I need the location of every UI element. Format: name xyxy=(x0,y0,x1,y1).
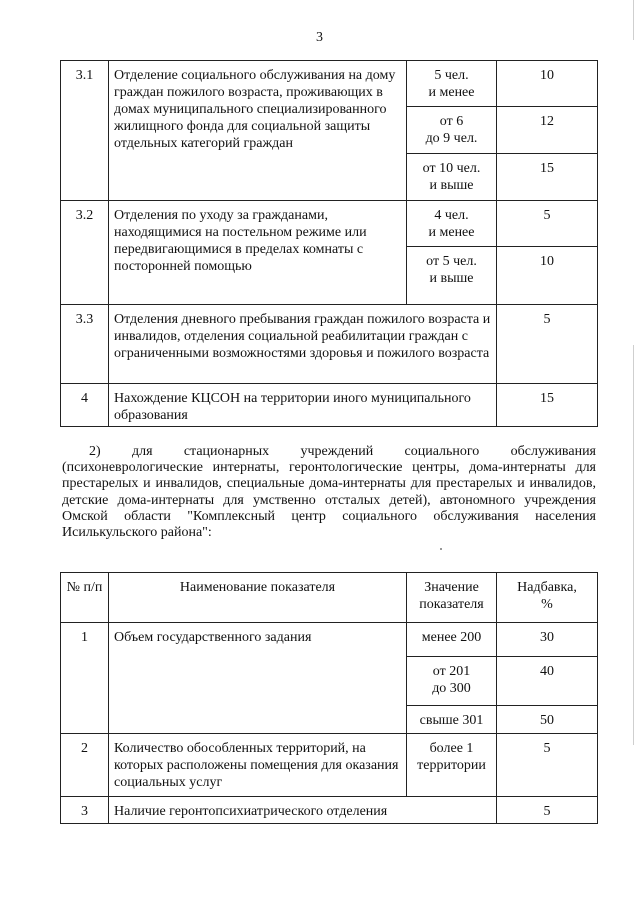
header-indicator-name: Наименование показателя xyxy=(109,573,407,623)
allowance-percent: 5 xyxy=(497,734,598,797)
row-number: 4 xyxy=(61,384,109,427)
row-number: 3.3 xyxy=(61,305,109,384)
allowance-percent: 10 xyxy=(497,61,598,107)
indicator-name: Отделения дневного пребывания граждан пожилого возраста и инвалидов, отделения социальной реабилитации граждан с ограниченными возможностями здоровья и пожилого возраста xyxy=(109,305,497,384)
indicator-value: от 201 до 300 xyxy=(407,657,497,706)
allowance-table-1 xyxy=(60,60,598,427)
allowance-percent: 15 xyxy=(497,384,598,427)
allowance-percent: 5 xyxy=(497,797,598,824)
page-number: 3 xyxy=(316,30,323,45)
body-paragraph: 2) для стационарных учреждений социального обслуживания (психоневрологические интернаты, геронтологические центры, дома-интернаты для престарелых и инвалидов, специальные дома-интернаты для престарелых и инвалидов, детские дома-интернаты для умственно отсталых детей), автономного учреждения Омской области "Комплексный центр социального обслуживания населения Исилькульского района": xyxy=(62,444,596,541)
allowance-percent: 50 xyxy=(497,706,598,734)
row-number: 3.1 xyxy=(61,61,109,201)
row-number: 3.2 xyxy=(61,201,109,305)
indicator-value: 5 чел. и менее xyxy=(407,61,497,107)
allowance-table-2 xyxy=(60,572,598,824)
row-number: 3 xyxy=(61,797,109,824)
indicator-value: менее 200 xyxy=(407,623,497,657)
row-number: 1 xyxy=(61,623,109,734)
allowance-percent: 30 xyxy=(497,623,598,657)
allowance-percent: 5 xyxy=(497,201,598,247)
indicator-value: 4 чел. и менее xyxy=(407,201,497,247)
allowance-percent: 5 xyxy=(497,305,598,384)
indicator-value: от 6 до 9 чел. xyxy=(407,107,497,154)
header-indicator-value: Значение показателя xyxy=(407,573,497,623)
header-allowance-percent: Надбавка, % xyxy=(497,573,598,623)
indicator-name: Количество обособленных территорий, на которых расположены помещения для оказания социальных услуг xyxy=(109,734,407,797)
allowance-percent: 10 xyxy=(497,247,598,305)
allowance-percent: 12 xyxy=(497,107,598,154)
indicator-name: Нахождение КЦСОН на территории иного муниципального образования xyxy=(109,384,497,427)
allowance-percent: 15 xyxy=(497,154,598,201)
scan-edge-line xyxy=(633,0,634,40)
allowance-percent: 40 xyxy=(497,657,598,706)
indicator-name: Наличие геронтопсихиатрического отделения xyxy=(109,797,497,824)
scan-edge-line xyxy=(633,345,634,745)
indicator-value: от 10 чел. и выше xyxy=(407,154,497,201)
header-number: № п/п xyxy=(61,573,109,623)
indicator-name: Отделение социального обслуживания на дому граждан пожилого возраста, проживающих в домах муниципального специализированного жилищного фонда для социальной защиты отдельных категорий граждан xyxy=(109,61,407,201)
indicator-value: от 5 чел. и выше xyxy=(407,247,497,305)
scan-speck xyxy=(440,548,442,550)
indicator-value: более 1 территории xyxy=(407,734,497,797)
indicator-value: свыше 301 xyxy=(407,706,497,734)
row-number: 2 xyxy=(61,734,109,797)
indicator-name: Объем государственного задания xyxy=(109,623,407,734)
indicator-name: Отделения по уходу за гражданами, находящимися на постельном режиме или передвигающимися в пределах комнаты с посторонней помощью xyxy=(109,201,407,305)
